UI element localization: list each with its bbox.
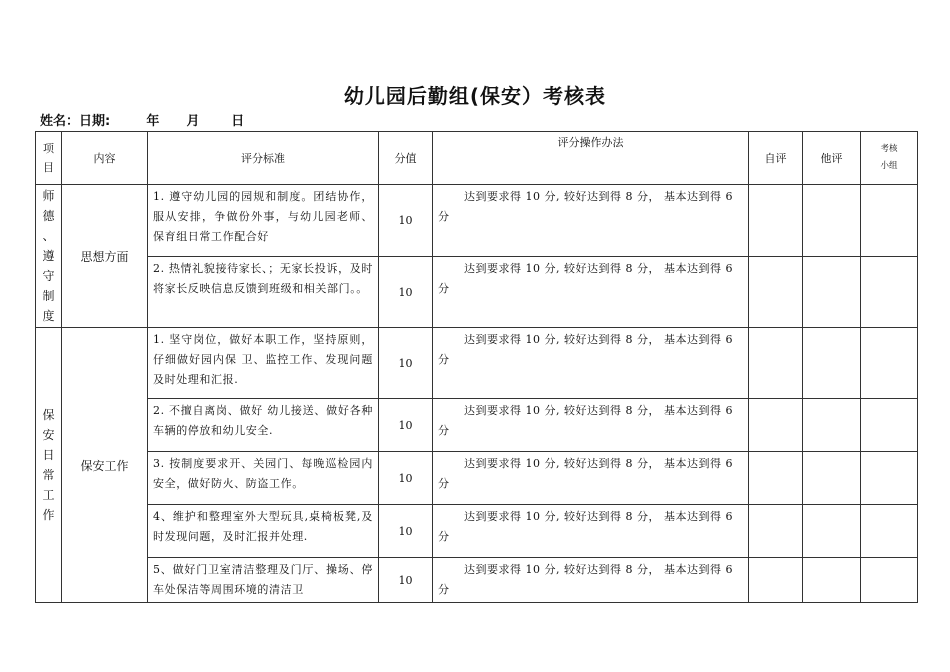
category-cell: 思想方面 [62,185,148,328]
page-title: 幼儿园后勤组(保安）考核表 [343,84,607,108]
header-peer-eval: 他评 [803,132,861,185]
peer-eval-cell[interactable] [803,399,861,452]
review-group-cell[interactable] [861,328,918,399]
review-group-cell[interactable] [861,452,918,505]
peer-eval-cell[interactable] [803,558,861,603]
peer-eval-cell[interactable] [803,452,861,505]
header-method: 评分操作办法 [433,132,749,185]
item-char: 守 [42,269,55,283]
item-cell [36,328,62,603]
method-cell [433,452,749,505]
score-cell: 10 [379,452,433,505]
self-eval-cell[interactable] [749,505,803,558]
criteria-cell: 2. 热情礼貌接待家长、；无家长投诉，及时将家长反映信息反馈到班级和相关部门。。 [148,257,379,328]
category-cell: 保安工作 [62,328,148,603]
criteria-cell: 5、做好门卫室清洁整理及门厅、操场、停车处保洁等周围环境的清洁卫 [148,558,379,603]
criteria-cell: 4、维护和整理室外大型玩具,桌椅板凳,及时发现问题，及时汇报并处理. [148,505,379,558]
peer-eval-cell[interactable] [803,505,861,558]
table-row [36,185,918,257]
item-char: 保 [42,408,55,422]
method-text: 达到要求得 10 分, 较好达到得 8 分， 基本达到得 6 分 [438,510,733,543]
method-cell [433,399,749,452]
score-cell: 10 [379,505,433,558]
item-char: 作 [42,508,55,522]
table-row [36,452,918,505]
item-char: 德 [42,209,55,223]
method-text: 达到要求得 10 分, 较好达到得 8 分， 基本达到得 6 分 [438,404,733,437]
table-row [36,558,918,603]
self-eval-cell[interactable] [749,185,803,257]
header-item: 项目 [36,132,62,185]
peer-eval-cell[interactable] [803,185,861,257]
peer-eval-cell[interactable] [803,257,861,328]
method-cell [433,328,749,399]
item-char: 安 [42,428,55,442]
score-cell: 10 [379,257,433,328]
method-text: 达到要求得 10 分, 较好达到得 8 分， 基本达到得 6 分 [438,563,733,596]
header-review-group [861,132,918,185]
header-row [36,132,918,185]
header-score: 分值 [379,132,433,185]
self-eval-cell[interactable] [749,558,803,603]
self-eval-cell[interactable] [749,257,803,328]
method-text: 达到要求得 10 分, 较好达到得 8 分， 基本达到得 6 分 [438,333,733,366]
method-cell [433,558,749,603]
table-row [36,505,918,558]
review-group-cell[interactable] [861,399,918,452]
review-group-cell[interactable] [861,505,918,558]
criteria-cell: 1. 遵守幼儿园的园规和制度。团结协作，服从安排，争做份外事，与幼儿园老师、保育组日常工作配合好 [148,185,379,257]
item-char: 制 [42,289,55,303]
method-text: 达到要求得 10 分, 较好达到得 8 分， 基本达到得 6 分 [438,457,733,490]
method-cell [433,257,749,328]
criteria-cell: 3. 按制度要求开、关园门、每晚巡检园内安全，做好防火、防盗工作。 [148,452,379,505]
header-review-group-line2: 小组 [880,161,898,171]
assessment-table [35,131,918,603]
score-cell: 10 [379,328,433,399]
header-self-eval: 自评 [749,132,803,185]
criteria-cell: 1. 坚守岗位，做好本职工作，坚持原则，仔细做好园内保 卫、监控工作、发现问题及时处理和汇报. [148,328,379,399]
item-char: 工 [42,488,55,502]
self-eval-cell[interactable] [749,328,803,399]
item-cell [36,185,62,328]
item-char: 遵 [42,249,55,263]
header-criteria: 评分标准 [148,132,379,185]
method-text: 达到要求得 10 分, 较好达到得 8 分， 基本达到得 6 分 [438,190,733,223]
method-cell [433,185,749,257]
score-cell: 10 [379,185,433,257]
item-char: 、 [42,229,55,243]
method-cell [433,505,749,558]
table-row [36,257,918,328]
self-eval-cell[interactable] [749,399,803,452]
self-eval-cell[interactable] [749,452,803,505]
item-char: 日 [42,448,55,462]
review-group-cell[interactable] [861,558,918,603]
item-char: 师 [42,189,55,203]
review-group-cell[interactable] [861,185,918,257]
score-cell: 10 [379,399,433,452]
peer-eval-cell[interactable] [803,328,861,399]
item-char: 度 [42,309,55,323]
header-review-group-line1: 考核 [880,144,898,154]
table-row [36,328,918,399]
item-char: 常 [42,468,55,482]
method-text: 达到要求得 10 分, 较好达到得 8 分， 基本达到得 6 分 [438,262,733,295]
review-group-cell[interactable] [861,257,918,328]
criteria-cell: 2. 不擅自离岗、做好 幼儿接送、做好各种车辆的停放和幼儿安全. [148,399,379,452]
header-content: 内容 [62,132,148,185]
table-row [36,399,918,452]
score-cell: 10 [379,558,433,603]
name-date-line: 姓名：日期: 年 月 日 [40,114,245,129]
